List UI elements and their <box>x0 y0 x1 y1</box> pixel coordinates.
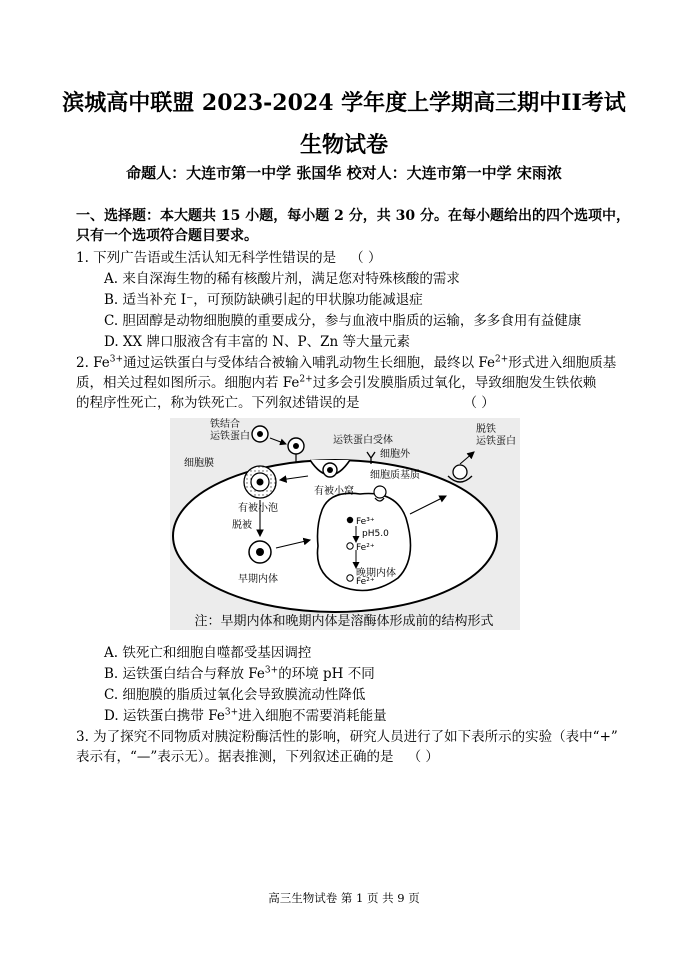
section-heading-cont: 只有一个选项符合题目要求。 <box>76 228 258 244</box>
question-2-option-d: D. 运铁蛋白携带 $Fe^{3+}$进入细胞不需要消耗能量 <box>104 707 387 724</box>
label-fe2: Fe²⁺ <box>356 543 375 553</box>
question-1-option-d: D. XX 牌口服液含有丰富的 N、P、Zn 等大量元素 <box>104 334 410 350</box>
question-2-option-a: A. 铁死亡和细胞自噬都受基因调控 <box>104 645 312 661</box>
figure-caption: 注：早期内体和晚期内体是溶酶体形成前的结构形式 <box>194 614 494 629</box>
question-2-option-b: B. 运铁蛋白结合与释放 $Fe^{3+}$的环境 pH 不同 <box>104 665 375 682</box>
iron-uptake-diagram <box>170 418 520 630</box>
label-uncoating: 脱被 <box>232 520 252 531</box>
label-coated-pit: 有被小窝 <box>314 486 354 497</box>
question-2-stem-line2: 质，相关过程如图所示。细胞内若 $Fe^{2+}$过多会引发膜脂质过氧化，导致细胞发生铁依赖 <box>76 374 597 391</box>
section-heading: 一、选择题：本大题共 15 小题，每小题 2 分，共 30 分。在每小题给出的四个选项中， <box>76 208 630 224</box>
question-3-stem-line1: 3. 为了探究不同物质对胰淀粉酶活性的影响，研究人员进行了如下表所示的实验（表中“+” <box>76 729 618 745</box>
label-iron-transferrin-2: 运铁蛋白 <box>210 431 250 442</box>
question-1-stem: 1. 下列广告语或生活认知无科学性错误的是 （ ） <box>76 250 382 266</box>
label-ph: pH5.0 <box>362 529 389 539</box>
question-2-stem-line3: 的程序性死亡，称为铁死亡。下列叙述错误的是 （ ） <box>76 395 495 411</box>
label-apo-transferrin-2: 运铁蛋白 <box>476 436 516 447</box>
question-2-option-c: C. 细胞膜的脂质过氧化会导致膜流动性降低 <box>104 687 366 703</box>
label-iron-transferrin-1: 铁结合 <box>210 419 240 430</box>
question-3-stem-line2: 表示有，“—”表示无）。据表推测，下列叙述正确的是 （ ） <box>76 749 439 765</box>
question-1-option-a: A. 来自深海生物的稀有核酸片剂，满足您对特殊核酸的需求 <box>104 271 460 287</box>
label-early-endosome: 早期内体 <box>238 574 278 585</box>
label-matrix: 细胞质基质 <box>370 470 420 481</box>
exam-subject: 生物试卷 <box>299 132 388 158</box>
label-receptor: 运铁蛋白受体 <box>333 435 393 446</box>
label-late-endosome: 晚期内体 <box>356 568 396 579</box>
exam-authors: 命题人：大连市第一中学 张国华 校对人：大连市第一中学 宋雨浓 <box>126 164 562 182</box>
label-outside: 细胞外 <box>380 449 410 460</box>
question-1-option-c: C. 胆固醇是动物细胞膜的重要成分，参与血液中脂质的运输，多多食用有益健康 <box>104 313 582 329</box>
label-apo-transferrin-1: 脱铁 <box>476 424 496 435</box>
label-fe3: Fe³⁺ <box>356 517 375 527</box>
label-membrane: 细胞膜 <box>184 458 214 469</box>
exam-title: 滨城高中联盟 2023-2024 学年度上学期高三期中II考试 <box>62 90 626 116</box>
question-1-option-b: B. 适当补充 I⁻，可预防缺碘引起的甲状腺功能减退症 <box>104 292 423 308</box>
label-fe2-bottom: Fe²⁺ <box>356 577 375 587</box>
question-2-stem-line1: 2. $Fe^{3+}$通过运铁蛋白与受体结合被输入哺乳动物生长细胞，最终以 $Fe^{2+}$形式进入细胞质基 <box>76 354 617 371</box>
page-footer: 高三生物试卷 第 1 页 共 9 页 <box>268 891 420 905</box>
label-coated-vesicle: 有被小泡 <box>238 503 278 514</box>
